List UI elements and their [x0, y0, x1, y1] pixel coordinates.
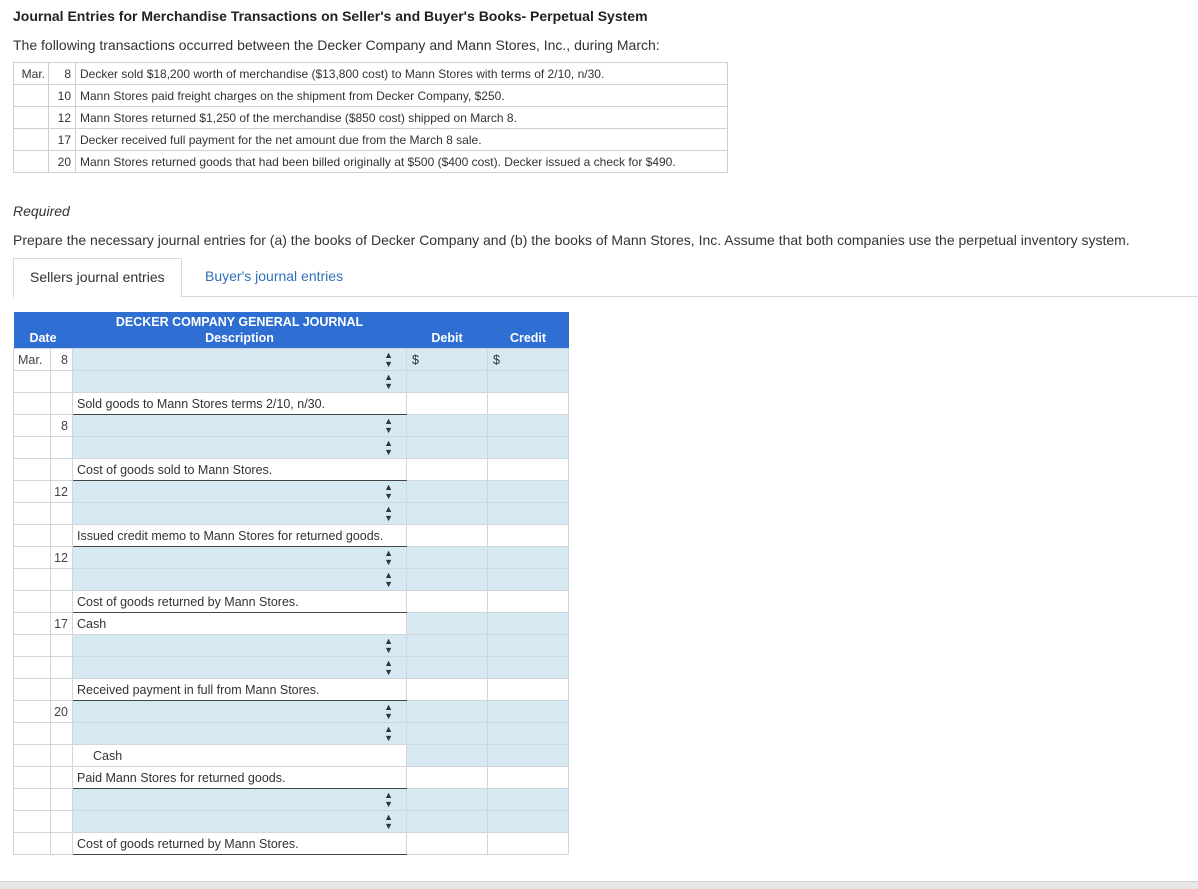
journal-row — [14, 459, 569, 481]
credit-input[interactable] — [488, 371, 569, 393]
credit-input[interactable] — [488, 701, 569, 723]
entry-explanation: Paid Mann Stores for returned goods. — [73, 767, 407, 789]
entry-day: 17 — [51, 613, 73, 635]
transactions-table — [13, 62, 728, 173]
select-arrows-icon: ▲ ▼ — [384, 701, 393, 721]
account-select[interactable] — [73, 481, 407, 503]
journal-row — [14, 635, 569, 657]
credit-input[interactable] — [488, 613, 569, 635]
transaction-text: Mann Stores returned goods that had been billed originally at $500 ($400 cost). Decker issued a check for $490. — [76, 151, 728, 173]
debit-input[interactable] — [407, 745, 488, 767]
account-select[interactable] — [73, 503, 407, 525]
account-select[interactable] — [73, 635, 407, 657]
transaction-day: 12 — [49, 107, 76, 129]
entry-day: 12 — [51, 547, 73, 569]
journal-row — [14, 481, 569, 503]
select-arrows-icon: ▲ ▼ — [384, 723, 393, 743]
debit-input[interactable] — [407, 811, 488, 833]
select-arrows-icon: ▲ ▼ — [384, 547, 393, 567]
debit-input[interactable] — [407, 657, 488, 679]
journal-row — [14, 745, 569, 767]
debit-input[interactable] — [407, 613, 488, 635]
select-arrows-icon: ▲ ▼ — [384, 635, 393, 655]
journal-row — [14, 789, 569, 811]
journal-row — [14, 679, 569, 701]
entry-day: 20 — [51, 701, 73, 723]
dollar-sign: $ — [493, 352, 500, 367]
select-arrows-icon: ▲ ▼ — [384, 481, 393, 501]
transaction-month — [14, 85, 49, 107]
select-arrows-icon: ▲ ▼ — [384, 415, 393, 435]
description-column-header: Description — [73, 331, 407, 349]
transaction-row — [14, 107, 728, 129]
transaction-month — [14, 129, 49, 151]
debit-input[interactable] — [407, 349, 488, 371]
entry-explanation: Cost of goods returned by Mann Stores. — [73, 833, 407, 855]
entry-explanation: Cost of goods returned by Mann Stores. — [73, 591, 407, 613]
intro-text: The following transactions occurred between the Decker Company and Mann Stores, Inc., during March: — [13, 37, 660, 53]
debit-input[interactable] — [407, 701, 488, 723]
transaction-text: Mann Stores paid freight charges on the shipment from Decker Company, $250. — [76, 85, 728, 107]
credit-input[interactable] — [488, 503, 569, 525]
transaction-day: 10 — [49, 85, 76, 107]
journal-row — [14, 811, 569, 833]
account-cash-credit-label: Cash — [73, 745, 407, 767]
entry-explanation: Sold goods to Mann Stores terms 2/10, n/30. — [73, 393, 407, 415]
debit-column-header: Debit — [407, 331, 488, 349]
journal-header-row — [14, 312, 569, 331]
journal-row — [14, 591, 569, 613]
credit-input[interactable] — [488, 745, 569, 767]
transaction-text: Decker received full payment for the net amount due from the March 8 sale. — [76, 129, 728, 151]
select-arrows-icon: ▲ ▼ — [384, 349, 393, 369]
journal-row — [14, 371, 569, 393]
entry-day: 8 — [51, 415, 73, 437]
credit-input[interactable] — [488, 349, 569, 371]
journal-row — [14, 767, 569, 789]
credit-input[interactable] — [488, 811, 569, 833]
account-cash-label: Cash — [73, 613, 407, 635]
transaction-month — [14, 107, 49, 129]
journal-row — [14, 547, 569, 569]
debit-input[interactable] — [407, 503, 488, 525]
journal-header-row — [14, 331, 569, 349]
credit-input[interactable] — [488, 415, 569, 437]
entry-day: 12 — [51, 481, 73, 503]
select-arrows-icon: ▲ ▼ — [384, 371, 393, 391]
journal-row — [14, 393, 569, 415]
account-select[interactable] — [73, 789, 407, 811]
debit-input[interactable] — [407, 371, 488, 393]
debit-input[interactable] — [407, 547, 488, 569]
credit-input[interactable] — [488, 437, 569, 459]
credit-input[interactable] — [488, 547, 569, 569]
transaction-day: 17 — [49, 129, 76, 151]
journal-row — [14, 349, 569, 371]
credit-input[interactable] — [488, 723, 569, 745]
debit-input[interactable] — [407, 437, 488, 459]
tab-bar — [13, 258, 1198, 297]
transaction-text: Decker sold $18,200 worth of merchandise ($13,800 cost) to Mann Stores with terms of 2/10, n/30. — [76, 63, 728, 85]
debit-input[interactable] — [407, 723, 488, 745]
account-select[interactable] — [73, 569, 407, 591]
journal-row — [14, 701, 569, 723]
entry-day: 8 — [51, 349, 73, 371]
account-select[interactable] — [73, 415, 407, 437]
journal-row — [14, 525, 569, 547]
select-arrows-icon: ▲ ▼ — [384, 789, 393, 809]
credit-input[interactable] — [488, 657, 569, 679]
tab-sellers-journal[interactable]: Sellers journal entries — [13, 258, 182, 298]
entry-explanation: Cost of goods sold to Mann Stores. — [73, 459, 407, 481]
account-select[interactable] — [73, 723, 407, 745]
entry-explanation: Received payment in full from Mann Stores. — [73, 679, 407, 701]
transaction-row — [14, 129, 728, 151]
journal-row — [14, 833, 569, 855]
account-select[interactable] — [73, 437, 407, 459]
tab-buyers-journal[interactable]: Buyer's journal entries — [205, 268, 344, 284]
account-select[interactable] — [73, 371, 407, 393]
account-select[interactable] — [73, 349, 407, 371]
debit-input[interactable] — [407, 569, 488, 591]
select-arrows-icon: ▲ ▼ — [384, 437, 393, 457]
transaction-month: Mar. — [14, 63, 49, 85]
select-arrows-icon: ▲ ▼ — [384, 503, 393, 523]
page-title: Journal Entries for Merchandise Transactions on Seller's and Buyer's Books- Perpetual System — [13, 8, 648, 24]
journal-title: DECKER COMPANY GENERAL JOURNAL — [73, 312, 407, 331]
transaction-row — [14, 63, 728, 85]
select-arrows-icon: ▲ ▼ — [384, 657, 393, 677]
account-select[interactable] — [73, 547, 407, 569]
instructions-text: Prepare the necessary journal entries for (a) the books of Decker Company and (b) the books of Mann Stores, Inc. Assume that both companies use the perpetual inventory system. — [13, 232, 1130, 248]
credit-input[interactable] — [488, 481, 569, 503]
select-arrows-icon: ▲ ▼ — [384, 569, 393, 589]
debit-input[interactable] — [407, 481, 488, 503]
transaction-day: 8 — [49, 63, 76, 85]
transaction-day: 20 — [49, 151, 76, 173]
account-select[interactable] — [73, 701, 407, 723]
journal-row — [14, 723, 569, 745]
credit-input[interactable] — [488, 635, 569, 657]
transaction-row — [14, 85, 728, 107]
journal-row — [14, 503, 569, 525]
select-arrows-icon: ▲ ▼ — [384, 811, 393, 831]
transaction-month — [14, 151, 49, 173]
journal-row — [14, 613, 569, 635]
transaction-text: Mann Stores returned $1,250 of the merchandise ($850 cost) shipped on March 8. — [76, 107, 728, 129]
credit-input[interactable] — [488, 569, 569, 591]
journal-row — [14, 415, 569, 437]
dollar-sign: $ — [412, 352, 419, 367]
credit-column-header: Credit — [488, 331, 569, 349]
entry-explanation: Issued credit memo to Mann Stores for returned goods. — [73, 525, 407, 547]
general-journal-table — [13, 312, 569, 855]
required-label: Required — [13, 203, 70, 219]
debit-input[interactable] — [407, 635, 488, 657]
date-column-header: Date — [14, 331, 73, 349]
transaction-row — [14, 151, 728, 173]
debit-input[interactable] — [407, 789, 488, 811]
entry-month: Mar. — [14, 349, 51, 371]
journal-row — [14, 569, 569, 591]
debit-input[interactable] — [407, 415, 488, 437]
journal-row — [14, 437, 569, 459]
account-select[interactable] — [73, 811, 407, 833]
credit-input[interactable] — [488, 789, 569, 811]
account-select[interactable] — [73, 657, 407, 679]
journal-row — [14, 657, 569, 679]
